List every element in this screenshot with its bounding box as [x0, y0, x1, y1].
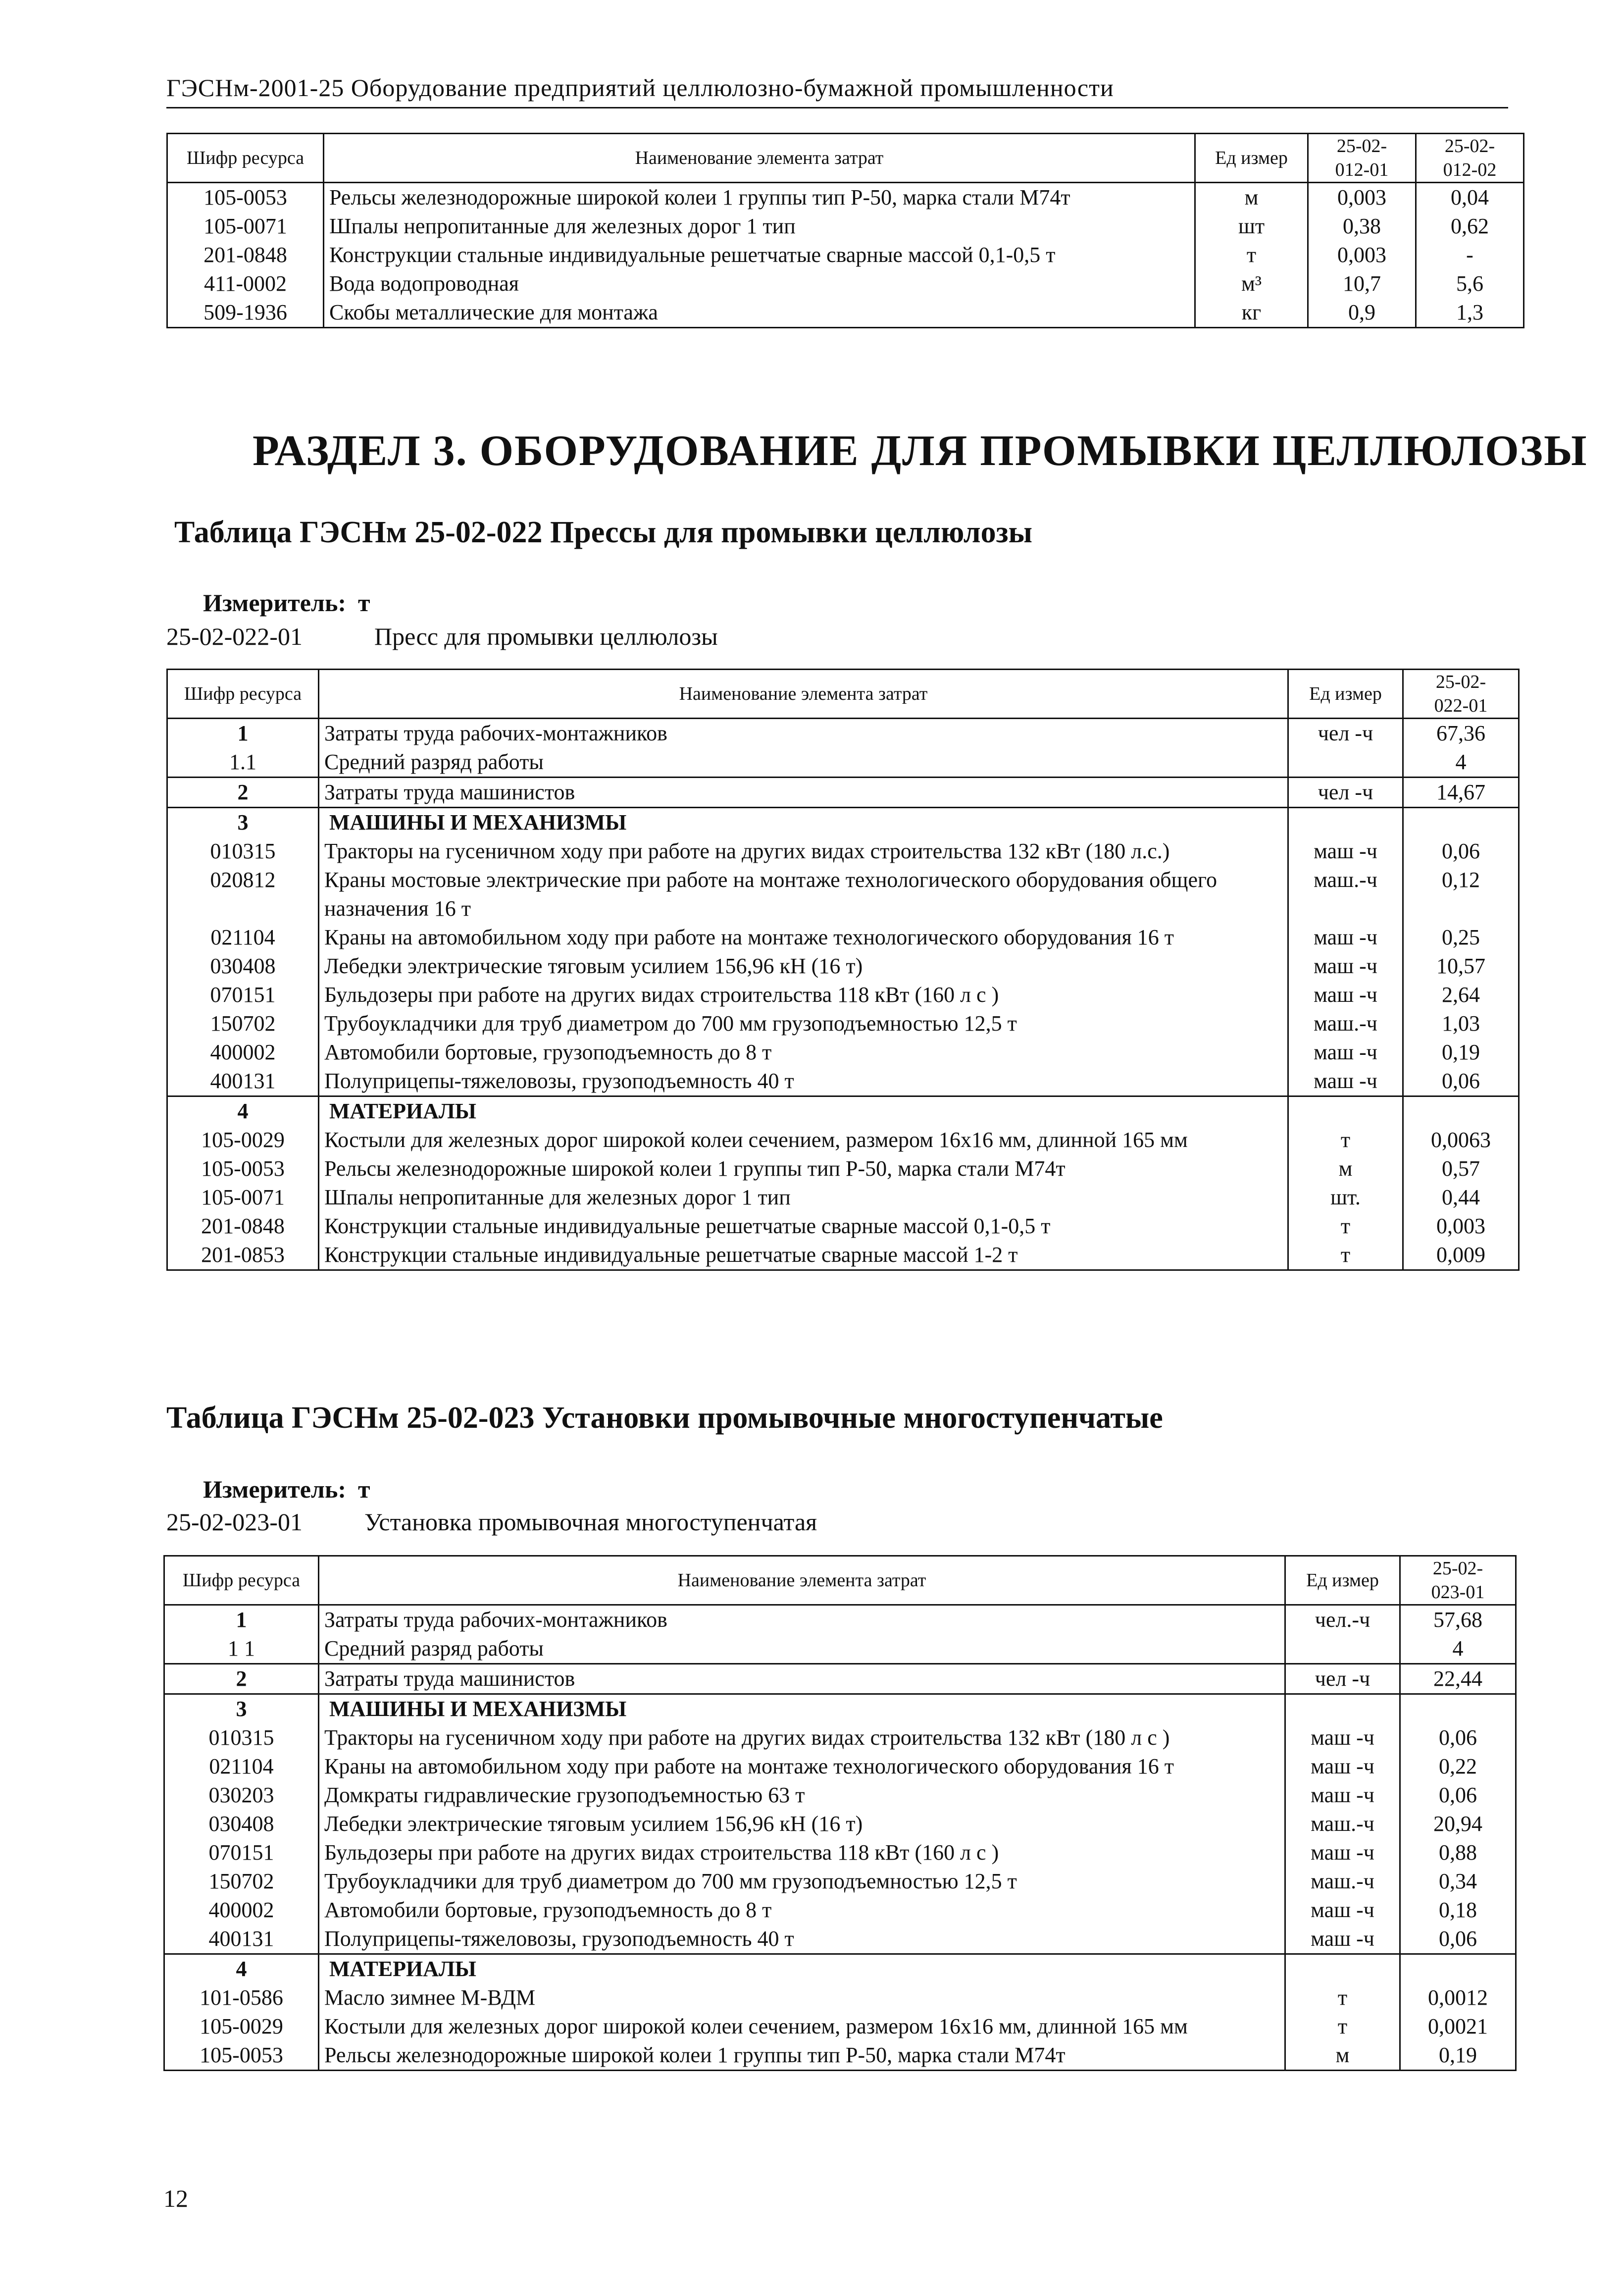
table-row [164, 2012, 1516, 2041]
table1-title: Таблица ГЭСНм 25-02-022 Прессы для промывки целлюлозы [174, 516, 1032, 549]
col-header: Шифр ресурса [167, 670, 319, 719]
row-name: Рельсы железнодорожные широкой колеи 1 группы тип Р-50, марка стали М74т [319, 2041, 1285, 2071]
row-value: 0,62 [1416, 212, 1524, 241]
row-code: 509-1936 [167, 298, 324, 328]
table-row [167, 866, 1519, 923]
row-code: 105-0029 [164, 2012, 319, 2041]
row-value: 57,68 [1400, 1605, 1516, 1635]
page-number: 12 [163, 2185, 188, 2212]
row-name: Конструкции стальные индивидуальные решетчатые сварные массой 0,1-0,5 т [324, 241, 1195, 269]
row-code: 105-0053 [164, 2041, 319, 2071]
row-name: Бульдозеры при работе на других видах строительства 118 кВт (160 л с ) [319, 981, 1288, 1009]
table-row [164, 1694, 1516, 1724]
row-value: 1,3 [1416, 298, 1524, 328]
table-row [164, 1634, 1516, 1664]
row-unit: чел -ч [1288, 778, 1403, 808]
row-name: Рельсы железнодорожные широкой колеи 1 группы тип Р-50, марка стали М74т [319, 1154, 1288, 1183]
row-unit: маш -ч [1288, 952, 1403, 981]
row-value: - [1416, 241, 1524, 269]
row-code: 1 [164, 1605, 319, 1635]
row-code: 2 [164, 1664, 319, 1694]
row-value [1400, 1694, 1516, 1724]
table-row [167, 1241, 1519, 1270]
row-name: Затраты труда рабочих-монтажников [319, 719, 1288, 748]
top-table [166, 133, 1524, 328]
meter-label: Измеритель: [203, 1475, 347, 1503]
row-code: 105-0029 [167, 1126, 319, 1154]
table-row [167, 1183, 1519, 1212]
row-code: 020812 [167, 866, 319, 923]
table-row [167, 1067, 1519, 1096]
row-value: 0,06 [1400, 1781, 1516, 1810]
row-code: 101-0586 [164, 1983, 319, 2012]
col-header: Наименование элемента затрат [319, 1556, 1285, 1605]
row-name: Шпалы непропитанные для железных дорог 1 тип [324, 212, 1195, 241]
col-header: Наименование элемента затрат [319, 670, 1288, 719]
row-value: 0,0063 [1403, 1126, 1519, 1154]
row-code: 400131 [167, 1067, 319, 1096]
meter-label: Измеритель: [203, 589, 347, 617]
row-name: Масло зимнее М-ВДМ [319, 1983, 1285, 2012]
row-value: 0,003 [1403, 1212, 1519, 1241]
row-unit: чел.-ч [1285, 1605, 1400, 1635]
row-unit: т [1285, 1983, 1400, 2012]
row-unit: маш -ч [1288, 1038, 1403, 1067]
table-row [164, 1838, 1516, 1867]
row-name: Краны на автомобильном ходу при работе на монтаже технологического оборудования 16 т [319, 923, 1288, 952]
row-unit: м [1285, 2041, 1400, 2071]
row-code: 3 [164, 1694, 319, 1724]
col-header: Наименование элемента затрат [324, 134, 1195, 183]
row-unit [1288, 748, 1403, 778]
table2-subtitle [166, 1508, 817, 1536]
table1 [166, 669, 1520, 1271]
row-unit: маш -ч [1285, 1838, 1400, 1867]
row-code: 201-0853 [167, 1241, 319, 1270]
row-value: 0,0021 [1400, 2012, 1516, 2041]
row-unit: маш -ч [1288, 837, 1403, 866]
row-code: 400002 [167, 1038, 319, 1067]
row-name: Автомобили бортовые, грузоподъемность до 8 т [319, 1038, 1288, 1067]
row-name: Лебедки электрические тяговым усилием 156,96 кН (16 т) [319, 1810, 1285, 1838]
row-value: 0,57 [1403, 1154, 1519, 1183]
table2-title: Таблица ГЭСНм 25-02-023 Установки промывочные многоступенчатые [166, 1401, 1163, 1435]
table-row [164, 2041, 1516, 2071]
row-unit: маш -ч [1285, 1723, 1400, 1752]
table-row [167, 1009, 1519, 1038]
table-row [167, 1126, 1519, 1154]
row-value: 0,003 [1308, 241, 1416, 269]
row-code: 4 [164, 1954, 319, 1984]
row-code: 105-0053 [167, 183, 324, 212]
row-code: 400131 [164, 1925, 319, 1954]
table-row [167, 183, 1524, 212]
row-unit: т [1288, 1126, 1403, 1154]
row-value: 4 [1403, 748, 1519, 778]
row-value: 0,34 [1400, 1867, 1516, 1896]
table-row [167, 1038, 1519, 1067]
row-value: 0,18 [1400, 1896, 1516, 1925]
row-code: 070151 [164, 1838, 319, 1867]
row-value: 1,03 [1403, 1009, 1519, 1038]
table-row [167, 981, 1519, 1009]
row-code: 070151 [167, 981, 319, 1009]
col-header: Ед измер [1288, 670, 1403, 719]
row-unit: м [1288, 1154, 1403, 1183]
table1-subtitle [166, 622, 718, 651]
row-unit: т [1285, 2012, 1400, 2041]
table-row [164, 1664, 1516, 1694]
row-value: 20,94 [1400, 1810, 1516, 1838]
table-row [164, 1752, 1516, 1781]
row-code: 201-0848 [167, 241, 324, 269]
table1-meter [203, 588, 370, 617]
row-value: 0,88 [1400, 1838, 1516, 1867]
row-name: Краны на автомобильном ходу при работе на монтаже технологического оборудования 16 т [319, 1752, 1285, 1781]
row-value: 5,6 [1416, 269, 1524, 298]
table-row [164, 1605, 1516, 1635]
row-value [1400, 1954, 1516, 1984]
row-name: Затраты труда рабочих-монтажников [319, 1605, 1285, 1635]
row-code: 150702 [164, 1867, 319, 1896]
row-code: 2 [167, 778, 319, 808]
row-unit [1288, 1096, 1403, 1126]
table-row [167, 719, 1519, 748]
row-value: 0,003 [1308, 183, 1416, 212]
row-value [1403, 808, 1519, 837]
row-code: 4 [167, 1096, 319, 1126]
row-value: 10,7 [1308, 269, 1416, 298]
table-row [167, 1096, 1519, 1126]
table-row [164, 1810, 1516, 1838]
row-name: Конструкции стальные индивидуальные решетчатые сварные массой 0,1-0,5 т [319, 1212, 1288, 1241]
table2 [163, 1555, 1517, 2071]
row-name: МАШИНЫ И МЕХАНИЗМЫ [319, 808, 1288, 837]
row-code: 030408 [167, 952, 319, 981]
row-name: Скобы металлические для монтажа [324, 298, 1195, 328]
row-unit: кг [1195, 298, 1308, 328]
row-unit: маш -ч [1285, 1925, 1400, 1954]
row-code: 010315 [164, 1723, 319, 1752]
row-code: 105-0071 [167, 212, 324, 241]
row-value: 0,06 [1403, 1067, 1519, 1096]
row-unit: маш.-ч [1288, 1009, 1403, 1038]
table-row [167, 269, 1524, 298]
row-unit: м [1195, 183, 1308, 212]
row-value: 0,04 [1416, 183, 1524, 212]
row-unit: чел -ч [1285, 1664, 1400, 1694]
table-row [164, 1781, 1516, 1810]
table-row [167, 241, 1524, 269]
row-value: 0,06 [1400, 1723, 1516, 1752]
row-code: 021104 [167, 923, 319, 952]
table-row [167, 748, 1519, 778]
table-header-row [164, 1556, 1516, 1605]
table-row [167, 952, 1519, 981]
row-unit: маш -ч [1285, 1896, 1400, 1925]
row-name: Трубоукладчики для труб диаметром до 700 мм грузоподъемностью 12,5 т [319, 1867, 1285, 1896]
row-code: 411-0002 [167, 269, 324, 298]
row-unit: маш -ч [1288, 981, 1403, 1009]
row-name: Лебедки электрические тяговым усилием 156,96 кН (16 т) [319, 952, 1288, 981]
row-unit: маш -ч [1285, 1781, 1400, 1810]
row-unit: маш.-ч [1285, 1867, 1400, 1896]
col-header: Ед измер [1195, 134, 1308, 183]
row-unit: м³ [1195, 269, 1308, 298]
row-name: Краны мостовые электрические при работе на монтаже технологического оборудования общего назначения 16 т [319, 866, 1288, 923]
row-value: 67,36 [1403, 719, 1519, 748]
row-name: Полуприцепы-тяжеловозы, грузоподъемность 40 т [319, 1925, 1285, 1954]
row-value: 0,19 [1400, 2041, 1516, 2071]
row-value: 0,25 [1403, 923, 1519, 952]
row-name: Шпалы непропитанные для железных дорог 1 тип [319, 1183, 1288, 1212]
meter-value: т [358, 589, 370, 617]
row-code: 105-0053 [167, 1154, 319, 1183]
row-name: МАТЕРИАЛЫ [319, 1954, 1285, 1984]
row-value: 10,57 [1403, 952, 1519, 981]
row-value: 0,22 [1400, 1752, 1516, 1781]
row-unit: чел -ч [1288, 719, 1403, 748]
row-code: 1 1 [164, 1634, 319, 1664]
row-name: Бульдозеры при работе на других видах строительства 118 кВт (160 л с ) [319, 1838, 1285, 1867]
row-unit: т [1195, 241, 1308, 269]
row-code: 010315 [167, 837, 319, 866]
row-unit: шт. [1288, 1183, 1403, 1212]
table-row [167, 1154, 1519, 1183]
row-name: Трубоукладчики для труб диаметром до 700 мм грузоподъемностью 12,5 т [319, 1009, 1288, 1038]
row-code: 1 [167, 719, 319, 748]
row-name: Затраты труда машинистов [319, 778, 1288, 808]
row-unit [1285, 1694, 1400, 1724]
row-code: 1.1 [167, 748, 319, 778]
row-name: Полуприцепы-тяжеловозы, грузоподъемность 40 т [319, 1067, 1288, 1096]
meter-value: т [358, 1475, 370, 1503]
row-unit: маш.-ч [1288, 866, 1403, 923]
row-name: МАТЕРИАЛЫ [319, 1096, 1288, 1126]
row-value: 0,0012 [1400, 1983, 1516, 2012]
running-header: ГЭСНм-2001-25 Оборудование предприятий целлюлозно-бумажной промышленности [166, 74, 1114, 102]
row-code: 030203 [164, 1781, 319, 1810]
table-row [164, 1925, 1516, 1954]
row-code: 105-0071 [167, 1183, 319, 1212]
table-row [167, 1212, 1519, 1241]
col-header: Шифр ресурса [164, 1556, 319, 1605]
row-unit [1288, 808, 1403, 837]
row-code: 400002 [164, 1896, 319, 1925]
row-name: Средний разряд работы [319, 1634, 1285, 1664]
row-name: Вода водопроводная [324, 269, 1195, 298]
row-value: 0,06 [1400, 1925, 1516, 1954]
row-value: 0,009 [1403, 1241, 1519, 1270]
row-unit: т [1288, 1241, 1403, 1270]
row-code: 030408 [164, 1810, 319, 1838]
row-value: 14,67 [1403, 778, 1519, 808]
table-row [164, 1896, 1516, 1925]
row-value: 2,64 [1403, 981, 1519, 1009]
table-row [167, 923, 1519, 952]
col-header: 25-02- 022-01 [1403, 670, 1519, 719]
col-header: 25-02- 012-02 [1416, 134, 1524, 183]
sub-name: Установка промывочная многоступенчатая [364, 1508, 817, 1536]
row-name: Автомобили бортовые, грузоподъемность до 8 т [319, 1896, 1285, 1925]
table-row [167, 808, 1519, 837]
table-row [167, 298, 1524, 328]
col-header: 25-02- 023-01 [1400, 1556, 1516, 1605]
row-name: МАШИНЫ И МЕХАНИЗМЫ [319, 1694, 1285, 1724]
sub-code: 25-02-023-01 [166, 1508, 303, 1536]
section-title: РАЗДЕЛ 3. ОБОРУДОВАНИЕ ДЛЯ ПРОМЫВКИ ЦЕЛЛЮЛОЗЫ [253, 427, 1588, 475]
table-row [167, 837, 1519, 866]
row-name: Костыли для железных дорог широкой колеи сечением, размером 16х16 мм, длинной 165 мм [319, 2012, 1285, 2041]
row-value: 0,12 [1403, 866, 1519, 923]
row-value [1403, 1096, 1519, 1126]
col-header: Ед измер [1285, 1556, 1400, 1605]
row-code: 201-0848 [167, 1212, 319, 1241]
row-value: 0,9 [1308, 298, 1416, 328]
table-row [164, 1867, 1516, 1896]
row-unit: маш -ч [1285, 1752, 1400, 1781]
table-row [164, 1983, 1516, 2012]
row-name: Затраты труда машинистов [319, 1664, 1285, 1694]
sub-code: 25-02-022-01 [166, 623, 303, 650]
table-header-row [167, 670, 1519, 719]
table-row [164, 1723, 1516, 1752]
table2-meter [203, 1475, 370, 1504]
row-name: Рельсы железнодорожные широкой колеи 1 группы тип Р-50, марка стали М74т [324, 183, 1195, 212]
table-row [167, 778, 1519, 808]
header-rule [166, 107, 1508, 108]
col-header: 25-02- 012-01 [1308, 134, 1416, 183]
row-name: Тракторы на гусеничном ходу при работе на других видах строительства 132 кВт (180 л.с.) [319, 837, 1288, 866]
row-unit [1285, 1954, 1400, 1984]
table-row [167, 212, 1524, 241]
row-name: Костыли для железных дорог широкой колеи сечением, размером 16х16 мм, длинной 165 мм [319, 1126, 1288, 1154]
row-unit: маш.-ч [1285, 1810, 1400, 1838]
row-value: 22,44 [1400, 1664, 1516, 1694]
row-value: 0,19 [1403, 1038, 1519, 1067]
row-unit [1285, 1634, 1400, 1664]
sub-name: Пресс для промывки целлюлозы [374, 623, 718, 650]
row-code: 150702 [167, 1009, 319, 1038]
row-name: Конструкции стальные индивидуальные решетчатые сварные массой 1-2 т [319, 1241, 1288, 1270]
table-header-row [167, 134, 1524, 183]
row-value: 0,38 [1308, 212, 1416, 241]
row-unit: маш -ч [1288, 923, 1403, 952]
row-value: 0,44 [1403, 1183, 1519, 1212]
row-unit: шт [1195, 212, 1308, 241]
row-code: 3 [167, 808, 319, 837]
table-row [164, 1954, 1516, 1984]
row-code: 021104 [164, 1752, 319, 1781]
row-unit: т [1288, 1212, 1403, 1241]
row-name: Средний разряд работы [319, 748, 1288, 778]
row-value: 4 [1400, 1634, 1516, 1664]
row-unit: маш -ч [1288, 1067, 1403, 1096]
row-name: Тракторы на гусеничном ходу при работе на других видах строительства 132 кВт (180 л с ) [319, 1723, 1285, 1752]
col-header: Шифр ресурса [167, 134, 324, 183]
row-name: Домкраты гидравлические грузоподъемностью 63 т [319, 1781, 1285, 1810]
row-value: 0,06 [1403, 837, 1519, 866]
